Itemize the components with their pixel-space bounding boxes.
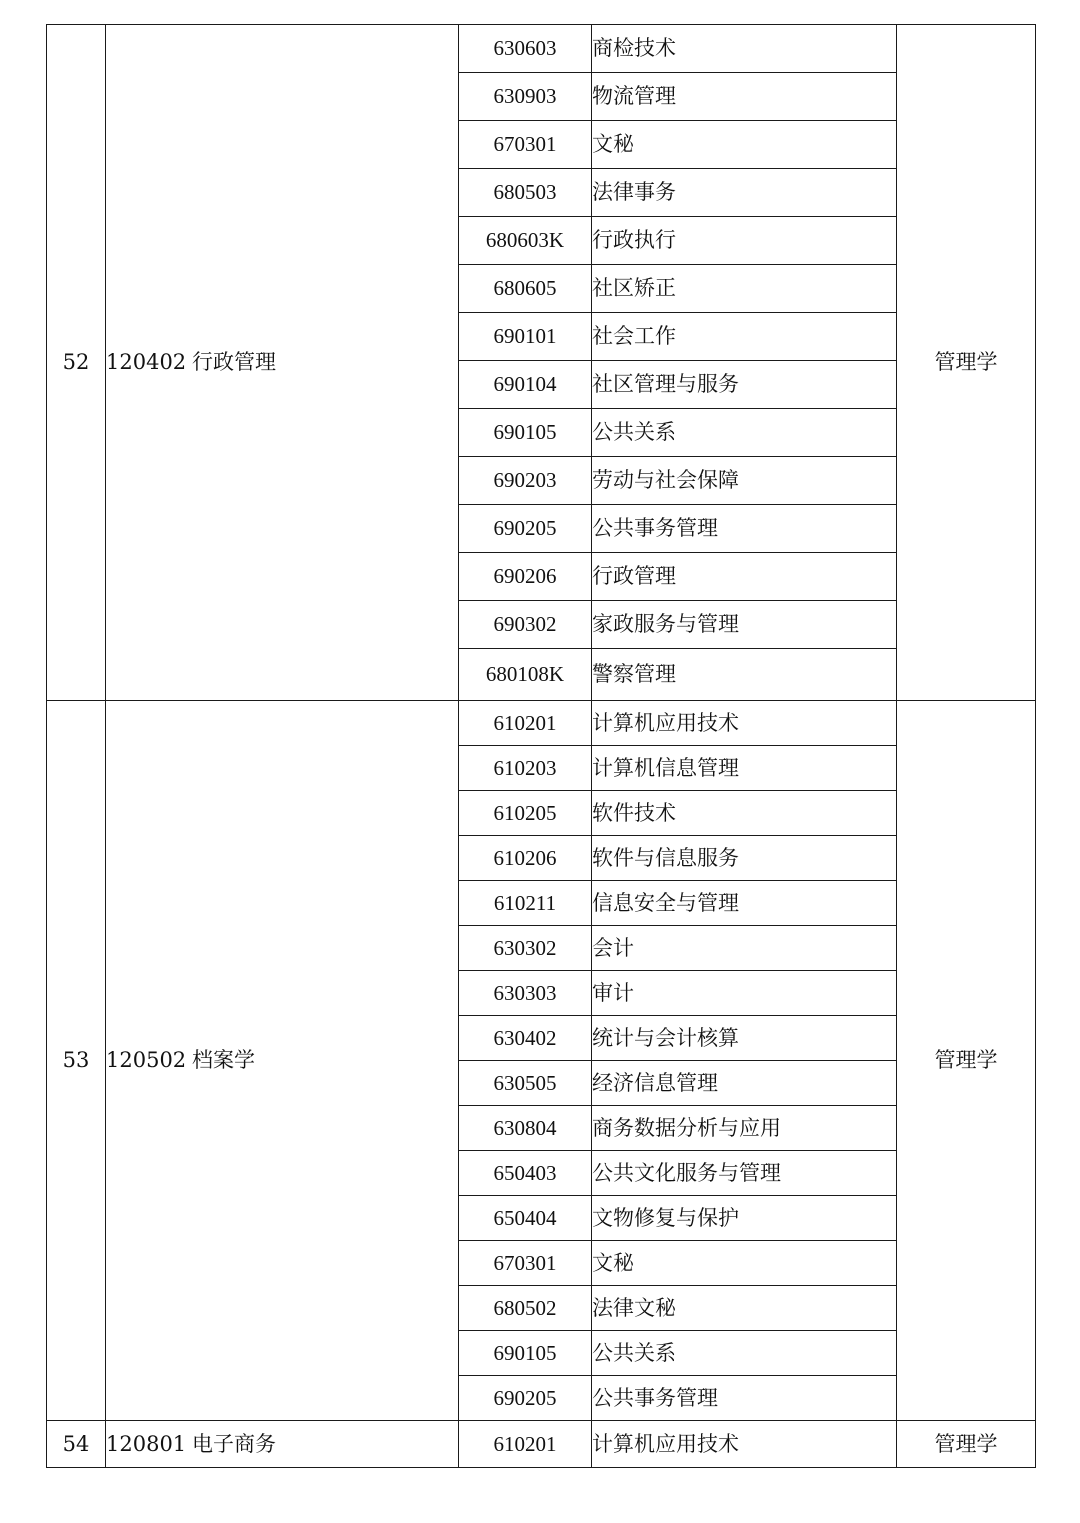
major-code: 120402 [106,350,187,374]
vocational-major-name: 法律事务 [592,169,897,217]
discipline-category: 管理学 [897,25,1036,701]
major-name: 档案学 [192,1048,255,1072]
vocational-code: 610201 [459,1421,592,1468]
vocational-code: 690101 [459,313,592,361]
vocational-code: 690105 [459,409,592,457]
vocational-code: 630804 [459,1106,592,1151]
group-number: 52 [47,25,106,701]
table-body [47,25,1036,1468]
vocational-major-name: 行政执行 [592,217,897,265]
vocational-code: 630302 [459,926,592,971]
vocational-major-name: 社区管理与服务 [592,361,897,409]
vocational-major-name: 信息安全与管理 [592,881,897,926]
vocational-code: 690104 [459,361,592,409]
vocational-major-name: 公共事务管理 [592,1376,897,1421]
vocational-major-name: 劳动与社会保障 [592,457,897,505]
major-name: 行政管理 [192,350,276,374]
vocational-code: 610203 [459,746,592,791]
vocational-major-name: 软件与信息服务 [592,836,897,881]
vocational-code: 690203 [459,457,592,505]
vocational-code: 650404 [459,1196,592,1241]
vocational-code: 610201 [459,701,592,746]
vocational-code: 610205 [459,791,592,836]
vocational-code: 630402 [459,1016,592,1061]
undergraduate-major [106,1421,459,1468]
vocational-major-name: 软件技术 [592,791,897,836]
vocational-code: 680502 [459,1286,592,1331]
discipline-category: 管理学 [897,1421,1036,1468]
majors-table [46,24,1036,1468]
vocational-major-name: 计算机信息管理 [592,746,897,791]
vocational-code: 610206 [459,836,592,881]
vocational-major-name: 公共关系 [592,1331,897,1376]
vocational-code: 630603 [459,25,592,73]
vocational-code: 690105 [459,1331,592,1376]
vocational-major-name: 经济信息管理 [592,1061,897,1106]
vocational-major-name: 会计 [592,926,897,971]
vocational-code: 680503 [459,169,592,217]
vocational-code: 680605 [459,265,592,313]
vocational-major-name: 文秘 [592,1241,897,1286]
vocational-code: 690205 [459,1376,592,1421]
vocational-major-name: 社会工作 [592,313,897,361]
vocational-code: 690302 [459,601,592,649]
vocational-code: 670301 [459,1241,592,1286]
vocational-major-name: 文秘 [592,121,897,169]
vocational-major-name: 文物修复与保护 [592,1196,897,1241]
table-row [47,25,1036,73]
vocational-code: 680108K [459,649,592,701]
vocational-code: 650403 [459,1151,592,1196]
vocational-code: 670301 [459,121,592,169]
major-code: 120801 [106,1431,187,1456]
table-row [47,701,1036,746]
vocational-code: 690206 [459,553,592,601]
vocational-major-name: 商检技术 [592,25,897,73]
group-number: 53 [47,701,106,1421]
vocational-major-name: 家政服务与管理 [592,601,897,649]
vocational-major-name: 统计与会计核算 [592,1016,897,1061]
vocational-code: 630505 [459,1061,592,1106]
discipline-category: 管理学 [897,701,1036,1421]
vocational-major-name: 法律文秘 [592,1286,897,1331]
vocational-code: 630903 [459,73,592,121]
vocational-major-name: 审计 [592,971,897,1016]
vocational-major-name: 商务数据分析与应用 [592,1106,897,1151]
vocational-code: 630303 [459,971,592,1016]
undergraduate-major [106,25,459,701]
vocational-major-name: 公共关系 [592,409,897,457]
vocational-major-name: 公共文化服务与管理 [592,1151,897,1196]
vocational-major-name: 物流管理 [592,73,897,121]
group-number: 54 [47,1421,106,1468]
vocational-major-name: 计算机应用技术 [592,1421,897,1468]
undergraduate-major [106,701,459,1421]
major-code: 120502 [106,1048,187,1072]
major-name: 电子商务 [192,1431,276,1456]
vocational-major-name: 社区矫正 [592,265,897,313]
vocational-major-name: 计算机应用技术 [592,701,897,746]
vocational-major-name: 公共事务管理 [592,505,897,553]
vocational-major-name: 警察管理 [592,649,897,701]
vocational-code: 680603K [459,217,592,265]
vocational-major-name: 行政管理 [592,553,897,601]
table-row [47,1421,1036,1468]
vocational-code: 690205 [459,505,592,553]
vocational-code: 610211 [459,881,592,926]
